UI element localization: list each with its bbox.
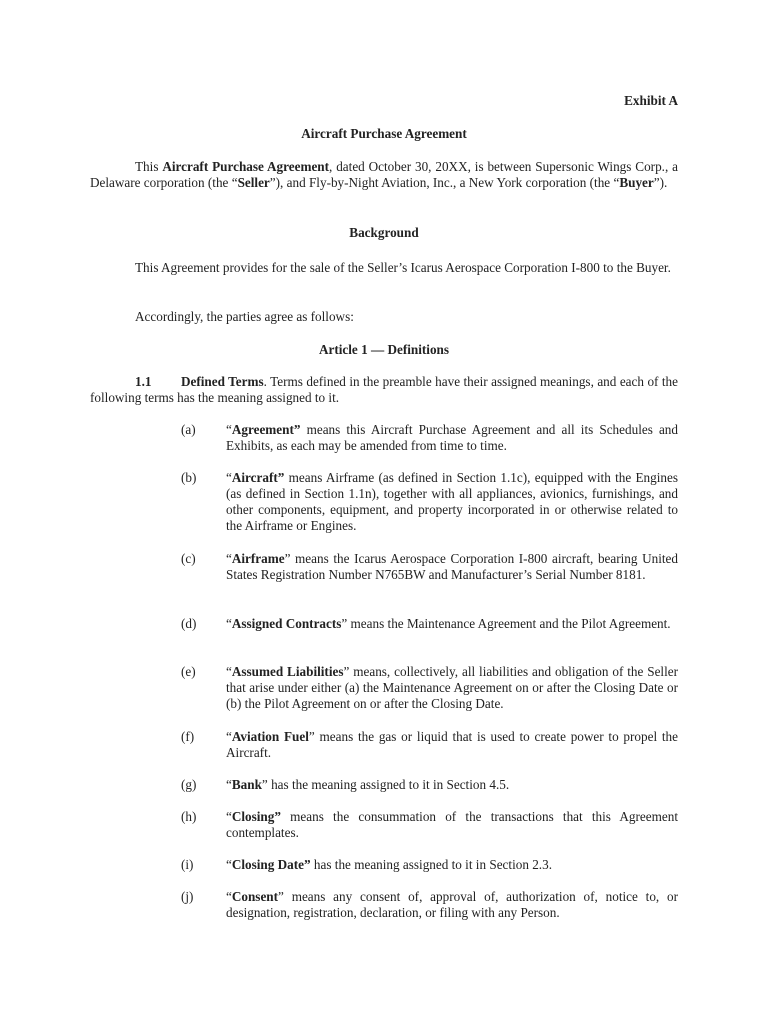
preamble-term-buyer: Buyer bbox=[619, 175, 654, 190]
definition-text bbox=[226, 551, 678, 583]
close-quote: ” bbox=[278, 889, 284, 904]
definition-body: means any consent of, approval of, authorization of, notice to, or designation, registration, declaration, or filing with any Person. bbox=[226, 889, 678, 920]
preamble-term-seller: Seller bbox=[237, 175, 270, 190]
definition-text bbox=[226, 470, 678, 534]
preamble-text-1: This bbox=[135, 159, 163, 174]
definition-body: means this Aircraft Purchase Agreement and all its Schedules and Exhibits, as each may be amended from time to time. bbox=[226, 422, 678, 453]
definition-label: (e) bbox=[181, 664, 196, 679]
definition-text bbox=[226, 857, 678, 873]
preamble-paragraph bbox=[90, 159, 678, 191]
definition-body: has the meaning assigned to it in Section 2.3. bbox=[310, 857, 552, 872]
open-quote: “ bbox=[226, 551, 232, 566]
definition-label: (c) bbox=[181, 551, 196, 566]
definition-label: (f) bbox=[181, 729, 195, 744]
definition-label: (j) bbox=[181, 889, 194, 904]
close-quote: ” bbox=[341, 616, 348, 631]
definition-label: (h) bbox=[181, 809, 197, 824]
open-quote: “ bbox=[226, 809, 232, 824]
close-quote: ” bbox=[261, 777, 268, 792]
definition-term: Aviation Fuel bbox=[231, 729, 309, 744]
article-heading: Article 1 — Definitions bbox=[318, 342, 450, 357]
exhibit-label: Exhibit A bbox=[624, 93, 678, 108]
preamble-text-3: ”), and Fly-by-Night Aviation, Inc., a New York corporation (the “ bbox=[269, 175, 620, 190]
definition-term: Assumed Liabilities bbox=[231, 664, 344, 679]
definition-term: Consent bbox=[231, 889, 279, 904]
close-quote: ” bbox=[308, 729, 315, 744]
open-quote: “ bbox=[226, 889, 232, 904]
definition-term: Closing Date” bbox=[231, 857, 311, 872]
definition-body: means, collectively, all liabilities and obligation of the Seller that arise under either (a) the Maintenance Agreement on or after the Closing Date or (b) the Pilot Agreement on or after the Closing Date. bbox=[226, 664, 679, 711]
close-quote: ” bbox=[343, 664, 350, 679]
definition-text bbox=[226, 422, 678, 454]
definition-body: means the consummation of the transactions that this Agreement contemplates. bbox=[226, 809, 678, 840]
definition-label: (b) bbox=[181, 470, 197, 485]
definition-label: (g) bbox=[181, 777, 197, 792]
definition-text bbox=[226, 809, 678, 841]
open-quote: “ bbox=[226, 857, 232, 872]
open-quote: “ bbox=[226, 422, 232, 437]
background-paragraph: This Agreement provides for the sale of the Seller’s Icarus Aerospace Corporation I-800 to the Buyer. bbox=[135, 260, 671, 275]
definition-label: (d) bbox=[181, 616, 197, 631]
accordingly-paragraph: Accordingly, the parties agree as follows: bbox=[135, 309, 354, 324]
open-quote: “ bbox=[226, 470, 232, 485]
preamble-text-2: , dated October 30, 20XX, is between Supersonic Wings Corp., a Delaware corporation (the “ bbox=[90, 159, 678, 190]
close-quote: ” bbox=[284, 551, 291, 566]
section-text: . Terms defined in the preamble have their assigned meanings, and each of the following terms has the meaning assigned to it. bbox=[90, 374, 679, 405]
preamble-term-agreement: Aircraft Purchase Agreement bbox=[162, 159, 330, 174]
definition-term: Airframe bbox=[231, 551, 285, 566]
definition-body: means the Maintenance Agreement and the Pilot Agreement. bbox=[347, 616, 671, 631]
definition-term: Agreement” bbox=[231, 422, 301, 437]
definition-label: (a) bbox=[181, 422, 196, 437]
section-title: Defined Terms bbox=[181, 374, 264, 389]
definition-text bbox=[226, 729, 678, 761]
open-quote: “ bbox=[226, 729, 232, 744]
section-1-1 bbox=[90, 374, 678, 406]
definition-label: (i) bbox=[181, 857, 194, 872]
background-heading: Background bbox=[349, 225, 419, 240]
definition-body: means Airframe (as defined in Section 1.1c), equipped with the Engines (as defined in Section 1.1n), together with all appliances, avionics, furnishings, and other components, equipment, and property incorporated in or otherwise related to the Airframe or Engines. bbox=[226, 470, 678, 533]
preamble-text-4: ”). bbox=[653, 175, 668, 190]
open-quote: “ bbox=[226, 777, 232, 792]
definition-text bbox=[226, 664, 678, 712]
open-quote: “ bbox=[226, 616, 232, 631]
section-number: 1.1 bbox=[135, 374, 152, 389]
document-title: Aircraft Purchase Agreement bbox=[301, 126, 467, 141]
definition-body: means the gas or liquid that is used to create power to propel the Aircraft. bbox=[226, 729, 678, 760]
definition-term: Aircraft” bbox=[231, 470, 285, 485]
definition-body: means the Icarus Aerospace Corporation I-800 aircraft, bearing United States Registration Number N765BW and Manufacturer’s Serial Number 8181. bbox=[226, 551, 678, 582]
definition-term: Bank bbox=[231, 777, 262, 792]
definition-term: Assigned Contracts bbox=[231, 616, 342, 631]
definition-text bbox=[226, 616, 678, 632]
open-quote: “ bbox=[226, 664, 232, 679]
definition-body: has the meaning assigned to it in Section 4.5. bbox=[267, 777, 510, 792]
definition-text bbox=[226, 889, 678, 921]
definition-term: Closing” bbox=[231, 809, 281, 824]
definition-text bbox=[226, 777, 678, 793]
